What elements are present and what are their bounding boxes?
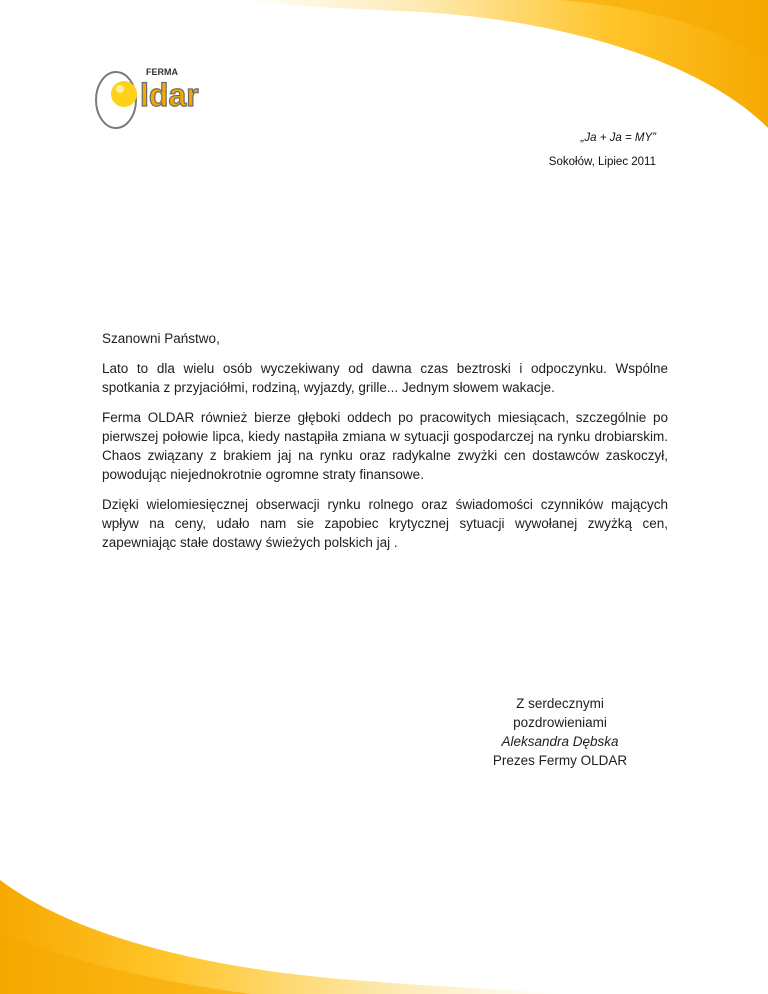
paragraph-3: Dzięki wielomiesięcznej obserwacji rynku rolnego oraz świadomości czynników mających wpływ na ceny, udało nam sie zapobiec krytycznej sytuacji wywołanej zwyżką cen, zapewniając stałe dostawy świeżych polskich jaj . — [102, 497, 668, 550]
closing-block — [470, 694, 650, 770]
letter-body — [102, 330, 668, 563]
paragraph-1: Lato to dla wielu osób wyczekiwany od dawna czas beztroski i odpoczynku. Wspólne spotkania z przyjaciółmi, rodziną, wyjazdy, grille... Jednym słowem wakacje. — [102, 361, 668, 395]
salutation: Szanowni Państwo, — [102, 331, 220, 346]
signer-name: Aleksandra Dębska — [501, 734, 619, 749]
place-date: Sokołów, Lipiec 2011 — [548, 156, 656, 168]
bottom-swoosh-highlight — [0, 930, 250, 994]
closing-line-2: pozdrowieniami — [513, 715, 607, 730]
motto: „Ja + Ja = MY” — [580, 132, 656, 144]
logo-brand-text: ldar — [140, 77, 199, 113]
signer-title: Prezes Fermy OLDAR — [492, 753, 628, 768]
top-swoosh-highlight — [560, 0, 768, 60]
closing-line-1: Z serdecznymi — [516, 696, 604, 711]
paragraph-2: Ferma OLDAR również bierze głęboki oddech po pracowitych miesiącach, szczególnie po pierwszej połowie lipca, kiedy nastąpiła zmiana w sytuacji gospodarczej na rynku drobiarskim. Chaos związany z brakiem jaj na rynku oraz radykalne zwyżki cen dostawców zaskoczył, powodując niejednokrotnie ogromne straty finansowe. — [102, 410, 668, 482]
bottom-swoosh-shape — [0, 880, 560, 994]
logo-small-text: FERMA — [146, 67, 178, 77]
top-swoosh-shape — [240, 0, 768, 128]
ferma-oldar-logo — [90, 62, 230, 138]
yolk-icon — [111, 81, 137, 107]
